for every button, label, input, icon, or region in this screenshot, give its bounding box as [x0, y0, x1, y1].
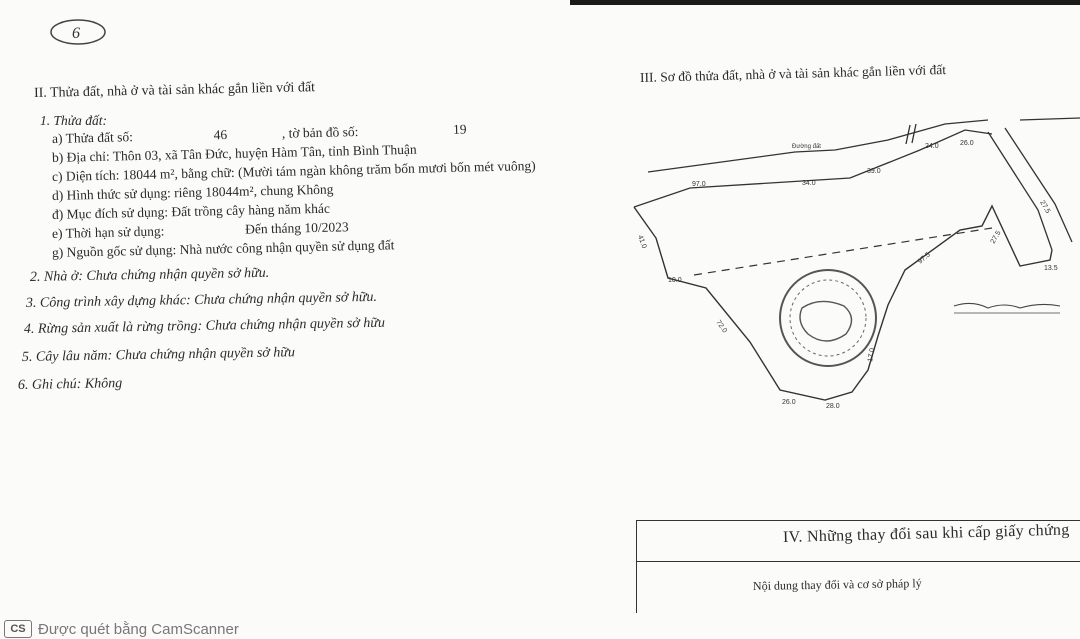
usage-term-value: Đến tháng 10/2023: [244, 219, 349, 237]
dim-label: 27.5: [989, 229, 1003, 245]
changes-column-header: Nội dung thay đổi và cơ sở pháp lý: [752, 576, 922, 593]
changes-table: [636, 520, 1080, 613]
dim-label: 97.0: [692, 181, 706, 188]
dim-label: 39.0: [867, 168, 881, 175]
stamp-inner-ring: [790, 280, 866, 356]
side-road-edge-2: [1005, 128, 1072, 242]
dim-label: 97.5: [916, 251, 932, 266]
scan-edge: [570, 0, 1080, 5]
page-number-mark: [48, 14, 110, 48]
plot-number-label: a) Thửa đất số:: [51, 129, 134, 146]
dim-label: 24.0: [925, 143, 939, 150]
dim-label: 41.0: [636, 234, 648, 250]
land-plot-subtitle: 1. Thửa đất:: [40, 113, 107, 128]
usage-origin-line: g) Nguồn gốc sử dụng: Nhà nước công nhận quyền sử dụng đất: [51, 237, 395, 260]
item-notes: 6. Ghi chú: Không: [17, 376, 123, 393]
dim-label: 72.0: [714, 319, 728, 335]
scanner-footer: [4, 620, 239, 638]
camscanner-logo-icon: CS: [4, 620, 32, 638]
plot-diagram: [620, 110, 1080, 430]
dim-label: 13.5: [1044, 265, 1058, 272]
svg-text:6: 6: [72, 25, 80, 42]
dim-label: 17.0: [867, 347, 877, 363]
road-bottom-edge: [634, 130, 992, 207]
road-label: Đường đất: [792, 144, 821, 150]
section-2-title: II. Thửa đất, nhà ở và tài sản khác gắn liền với đất: [33, 80, 316, 101]
section-4-title: IV. Những thay đổi sau khi cấp giấy chứng: [782, 521, 1070, 546]
plot-corner-edge: [1020, 118, 1080, 120]
item-perennial-trees: 5. Cây lâu năm: Chưa chứng nhận quyền sở hữu: [21, 345, 296, 365]
item-production-forest: 4. Rừng sản xuất là rừng trồng: Chưa chứng nhận quyền sở hữu: [23, 315, 386, 337]
usage-term-label: e) Thời hạn sử dụng:: [51, 223, 165, 241]
section-3-title: III. Sơ đồ thửa đất, nhà ở và tài sản khác gắn liền với đất: [639, 61, 947, 85]
dim-label: 34.0: [802, 180, 816, 187]
changes-table-header: [637, 521, 1080, 562]
plot-number-value: 46: [213, 127, 228, 143]
address-line: b) Địa chỉ: Thôn 03, xã Tân Đức, huyện Hàm Tân, tỉnh Bình Thuận: [51, 141, 417, 165]
handwritten-note: [954, 303, 1060, 308]
official-stamp: [780, 270, 876, 366]
scanner-footer-text: Được quét bằng CamScanner: [38, 620, 239, 638]
usage-form-line: d) Hình thức sử dụng: riêng 18044m², chung Không: [51, 181, 334, 203]
area-line: c) Diện tích: 18044 m², bằng chữ: (Mười tám ngàn không trăm bốn mươi bốn mét vuông): [51, 158, 536, 184]
plot-boundary: [634, 206, 1052, 400]
item-house: 2. Nhà ở: Chưa chứng nhận quyền sở hữu.: [29, 265, 270, 285]
map-sheet-label: , tờ bản đồ số:: [281, 124, 359, 141]
dim-label: 28.0: [826, 403, 840, 410]
item-other-construction: 3. Công trình xây dựng khác: Chưa chứng nhận quyền sở hữu.: [25, 289, 378, 311]
dim-label: 26.0: [782, 399, 796, 406]
dim-label: 10.0: [668, 277, 682, 284]
map-sheet-value: 19: [452, 121, 467, 137]
stamp-emblem: [800, 301, 852, 341]
dim-label: 26.0: [960, 140, 974, 147]
usage-purpose-line: đ) Mục đích sử dụng: Đất trồng cây hàng năm khác: [51, 200, 331, 222]
dim-label: 27.5: [1038, 199, 1052, 215]
dashed-division-line: [694, 228, 992, 275]
